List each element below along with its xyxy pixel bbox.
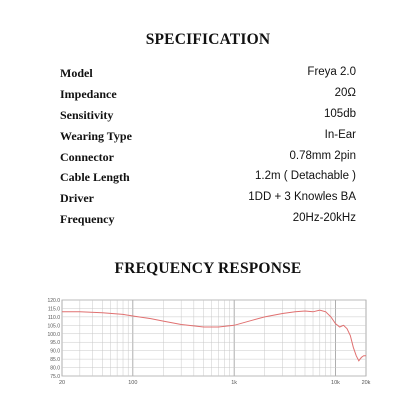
spec-value: 1DD + 3 Knowles BA [248, 191, 356, 204]
spec-value: 20Hz-20kHz [292, 212, 356, 225]
y-tick-label: 95.0 [50, 340, 60, 347]
y-tick-label: 110.0 [47, 314, 60, 321]
y-tick-label: 105.0 [47, 323, 60, 330]
y-tick-label: 80.0 [50, 365, 60, 372]
specification-heading: SPECIFICATION [145, 31, 271, 48]
spec-label: Wearing Type [60, 128, 132, 143]
spec-row-impedance [60, 85, 356, 106]
spec-label: Driver [60, 191, 94, 206]
x-tick-label: 20 [58, 380, 66, 386]
spec-value: 20Ω [334, 86, 356, 99]
frequency-response-heading: FREQUENCY RESPONSE [114, 260, 302, 277]
spec-label: Impedance [60, 86, 117, 101]
y-tick-label: 100.0 [47, 331, 60, 338]
x-tick-label: 100 [128, 380, 138, 386]
spec-row-connector [60, 148, 356, 169]
y-tick-label: 120.0 [47, 298, 60, 304]
x-tick-label: 10k [331, 380, 340, 386]
spec-value: In-Ear [324, 128, 356, 141]
spec-row-sensitivity [60, 106, 356, 127]
spec-label: Model [60, 66, 93, 80]
x-tick-label: 1k [231, 380, 238, 386]
spec-row-model [60, 64, 356, 85]
spec-label: Cable Length [60, 170, 130, 185]
y-tick-label: 115.0 [47, 306, 60, 313]
spec-label: Connector [60, 149, 114, 164]
x-tick-label: 20k [361, 380, 371, 386]
spec-row-cable-length [60, 168, 356, 189]
spec-value: 1.2m ( Detachable ) [255, 170, 356, 183]
spec-label: Sensitivity [60, 107, 114, 122]
y-tick-label: 90.0 [50, 348, 60, 355]
spec-row-frequency [60, 210, 356, 231]
spec-row-driver [60, 189, 356, 210]
y-tick-label: 85.0 [50, 357, 60, 364]
spec-label: Frequency [60, 212, 115, 227]
spec-value: 105db [324, 107, 356, 120]
frequency-response-chart [0, 290, 416, 390]
spec-row-wearing-type [60, 127, 356, 148]
specification-table [60, 64, 356, 231]
spec-value: Freya 2.0 [307, 66, 356, 78]
spec-value: 0.78mm 2pin [289, 149, 356, 162]
plot-area [62, 300, 366, 376]
y-tick-label: 75.0 [50, 374, 60, 380]
